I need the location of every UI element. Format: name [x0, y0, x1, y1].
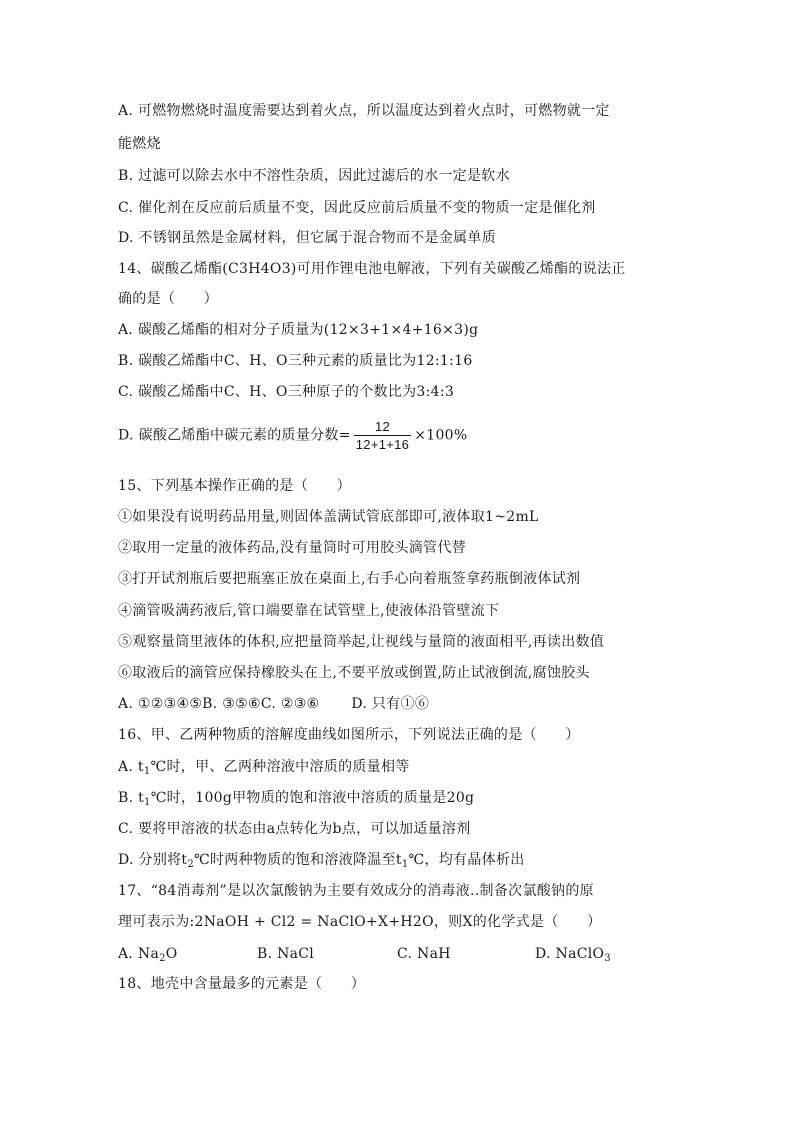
- q17-option-d-prefix: D. NaClO: [535, 946, 605, 962]
- q15-stem: 15、下列基本操作正确的是（ ）: [118, 478, 351, 494]
- q14-option-d-prefix: D. 碳酸乙烯酯中碳元素的质量分数=: [118, 427, 351, 444]
- q16-option-d-text: ℃，均有晶体析出: [408, 852, 525, 868]
- q14-option-c: C. 碳酸乙烯酯中C、H、O三种原子的个数比为3:4:3: [118, 384, 455, 400]
- q14-stem-line1: 14、碳酸乙烯酯(C3H4O3)可用作锂电池电解液，下列有关碳酸乙烯酯的说法正: [118, 261, 626, 277]
- q16-option-a-text: ℃时，甲、乙两种溶液中溶质的质量相等: [150, 759, 410, 775]
- q15-statement-1: ①如果没有说明药品用量,则固体盖满试管底部即可,液体取1~2mL: [118, 509, 539, 525]
- q17-option-b: B. NaCl: [257, 946, 315, 962]
- q17-option-d-subscript: 3: [604, 953, 611, 964]
- q17-option-a-subscript: 2: [159, 953, 166, 964]
- q16-option-d-subscript-2: 1: [401, 859, 409, 870]
- q14-option-d: [118, 418, 467, 453]
- q16-option-d-prefix: D. 分别将t: [118, 852, 188, 868]
- q16-option-d: [118, 850, 525, 870]
- q15-statement-3: ③打开试剂瓶后要把瓶塞正放在桌面上,右手心向着瓶签拿药瓶倒液体试剂: [118, 571, 581, 587]
- q16-option-d-subscript-1: 2: [187, 859, 195, 870]
- q13-option-a-line1: A. 可燃物燃烧时温度需要达到着火点，所以温度达到着火点时，可燃物就一定: [118, 103, 610, 119]
- q16-option-a: [118, 757, 410, 777]
- q17-option-c: C. NaH: [397, 946, 451, 962]
- q17-options: [118, 944, 611, 964]
- q13-option-d: D. 不锈钢虽然是金属材料，但它属于混合物而不是金属单质: [118, 230, 497, 246]
- q16-option-a-prefix: A. t: [118, 759, 144, 775]
- q18-stem: 18、地壳中含量最多的元素是（ ）: [118, 976, 366, 992]
- q15-statement-2: ②取用一定量的液体药品,没有量筒时可用胶头滴管代替: [118, 540, 466, 556]
- q15-option-d: D. 只有①⑥: [351, 696, 430, 712]
- q16-option-b-prefix: B. t: [118, 790, 145, 806]
- q13-option-a-line2: 能燃烧: [118, 136, 161, 152]
- q15-statement-6: ⑥取液后的滴管应保持橡胶头在上,不要平放或倒置,防止试液倒流,腐蚀胶头: [118, 665, 590, 681]
- q16-option-b: [118, 788, 474, 808]
- q17-stem-line2: 理可表示为:2NaOH + Cl2 = NaClO+X+H2O，则X的化学式是（ ）: [118, 914, 602, 930]
- q14-stem-line2: 确的是（ ）: [118, 291, 219, 307]
- q17-option-a: [118, 944, 257, 964]
- q16-stem: 16、甲、乙两种物质的溶解度曲线如图所示，下列说法正确的是（ ）: [118, 727, 580, 743]
- q15-option-a: A. ①②③④⑤: [118, 696, 203, 712]
- q13-option-b: B. 过滤可以除去水中不溶性杂质，因此过滤后的水一定是软水: [118, 168, 510, 184]
- q17-option-a-suffix: O: [165, 946, 178, 962]
- q15-option-b: B. ③⑤⑥: [202, 696, 261, 712]
- q17-option-d: [535, 946, 611, 962]
- q16-option-b-text: ℃时，100g甲物质的饱和溶液中溶质的质量是20g: [150, 790, 475, 806]
- q15-options: [118, 694, 429, 714]
- fraction-numerator: 12: [374, 419, 391, 434]
- q14-option-a: A. 碳酸乙烯酯的相对分子质量为(12×3+1×4+16×3)g: [118, 322, 479, 338]
- q16-option-b-subscript: 1: [144, 797, 151, 808]
- q14-option-b: B. 碳酸乙烯酯中C、H、O三种元素的质量比为12:1:16: [118, 353, 473, 369]
- q15-option-c: C. ②③⑥: [260, 696, 320, 712]
- q15-statement-5: ⑤观察量筒里液体的体积,应把量筒举起,让视线与量筒的液面相平,再读出数值: [118, 634, 605, 650]
- q15-statement-4: ④滴管吸满药液后,管口端要靠在试管壁上,使液体沿管壁流下: [118, 603, 500, 619]
- q17-stem-line1: 17、“84消毒剂”是以次氯酸钠为主要有效成分的消毒液..制备次氯酸钠的原: [118, 883, 594, 899]
- q16-option-d-middle: ℃时两种物质的饱和溶液降温至t: [194, 852, 402, 868]
- fraction-denominator: 12+1+16: [355, 437, 410, 452]
- q17-option-a-prefix: A. Na: [118, 946, 160, 962]
- q13-option-c: C. 催化剂在反应前后质量不变，因此反应前后质量不变的物质一定是催化剂: [118, 200, 596, 216]
- q16-option-a-subscript: 1: [143, 766, 151, 777]
- q14-option-d-suffix: ×100%: [414, 427, 468, 444]
- mass-fraction-formula: [354, 418, 411, 453]
- q16-option-c: C. 要将甲溶液的状态由a点转化为b点，可以加适量溶剂: [118, 821, 471, 837]
